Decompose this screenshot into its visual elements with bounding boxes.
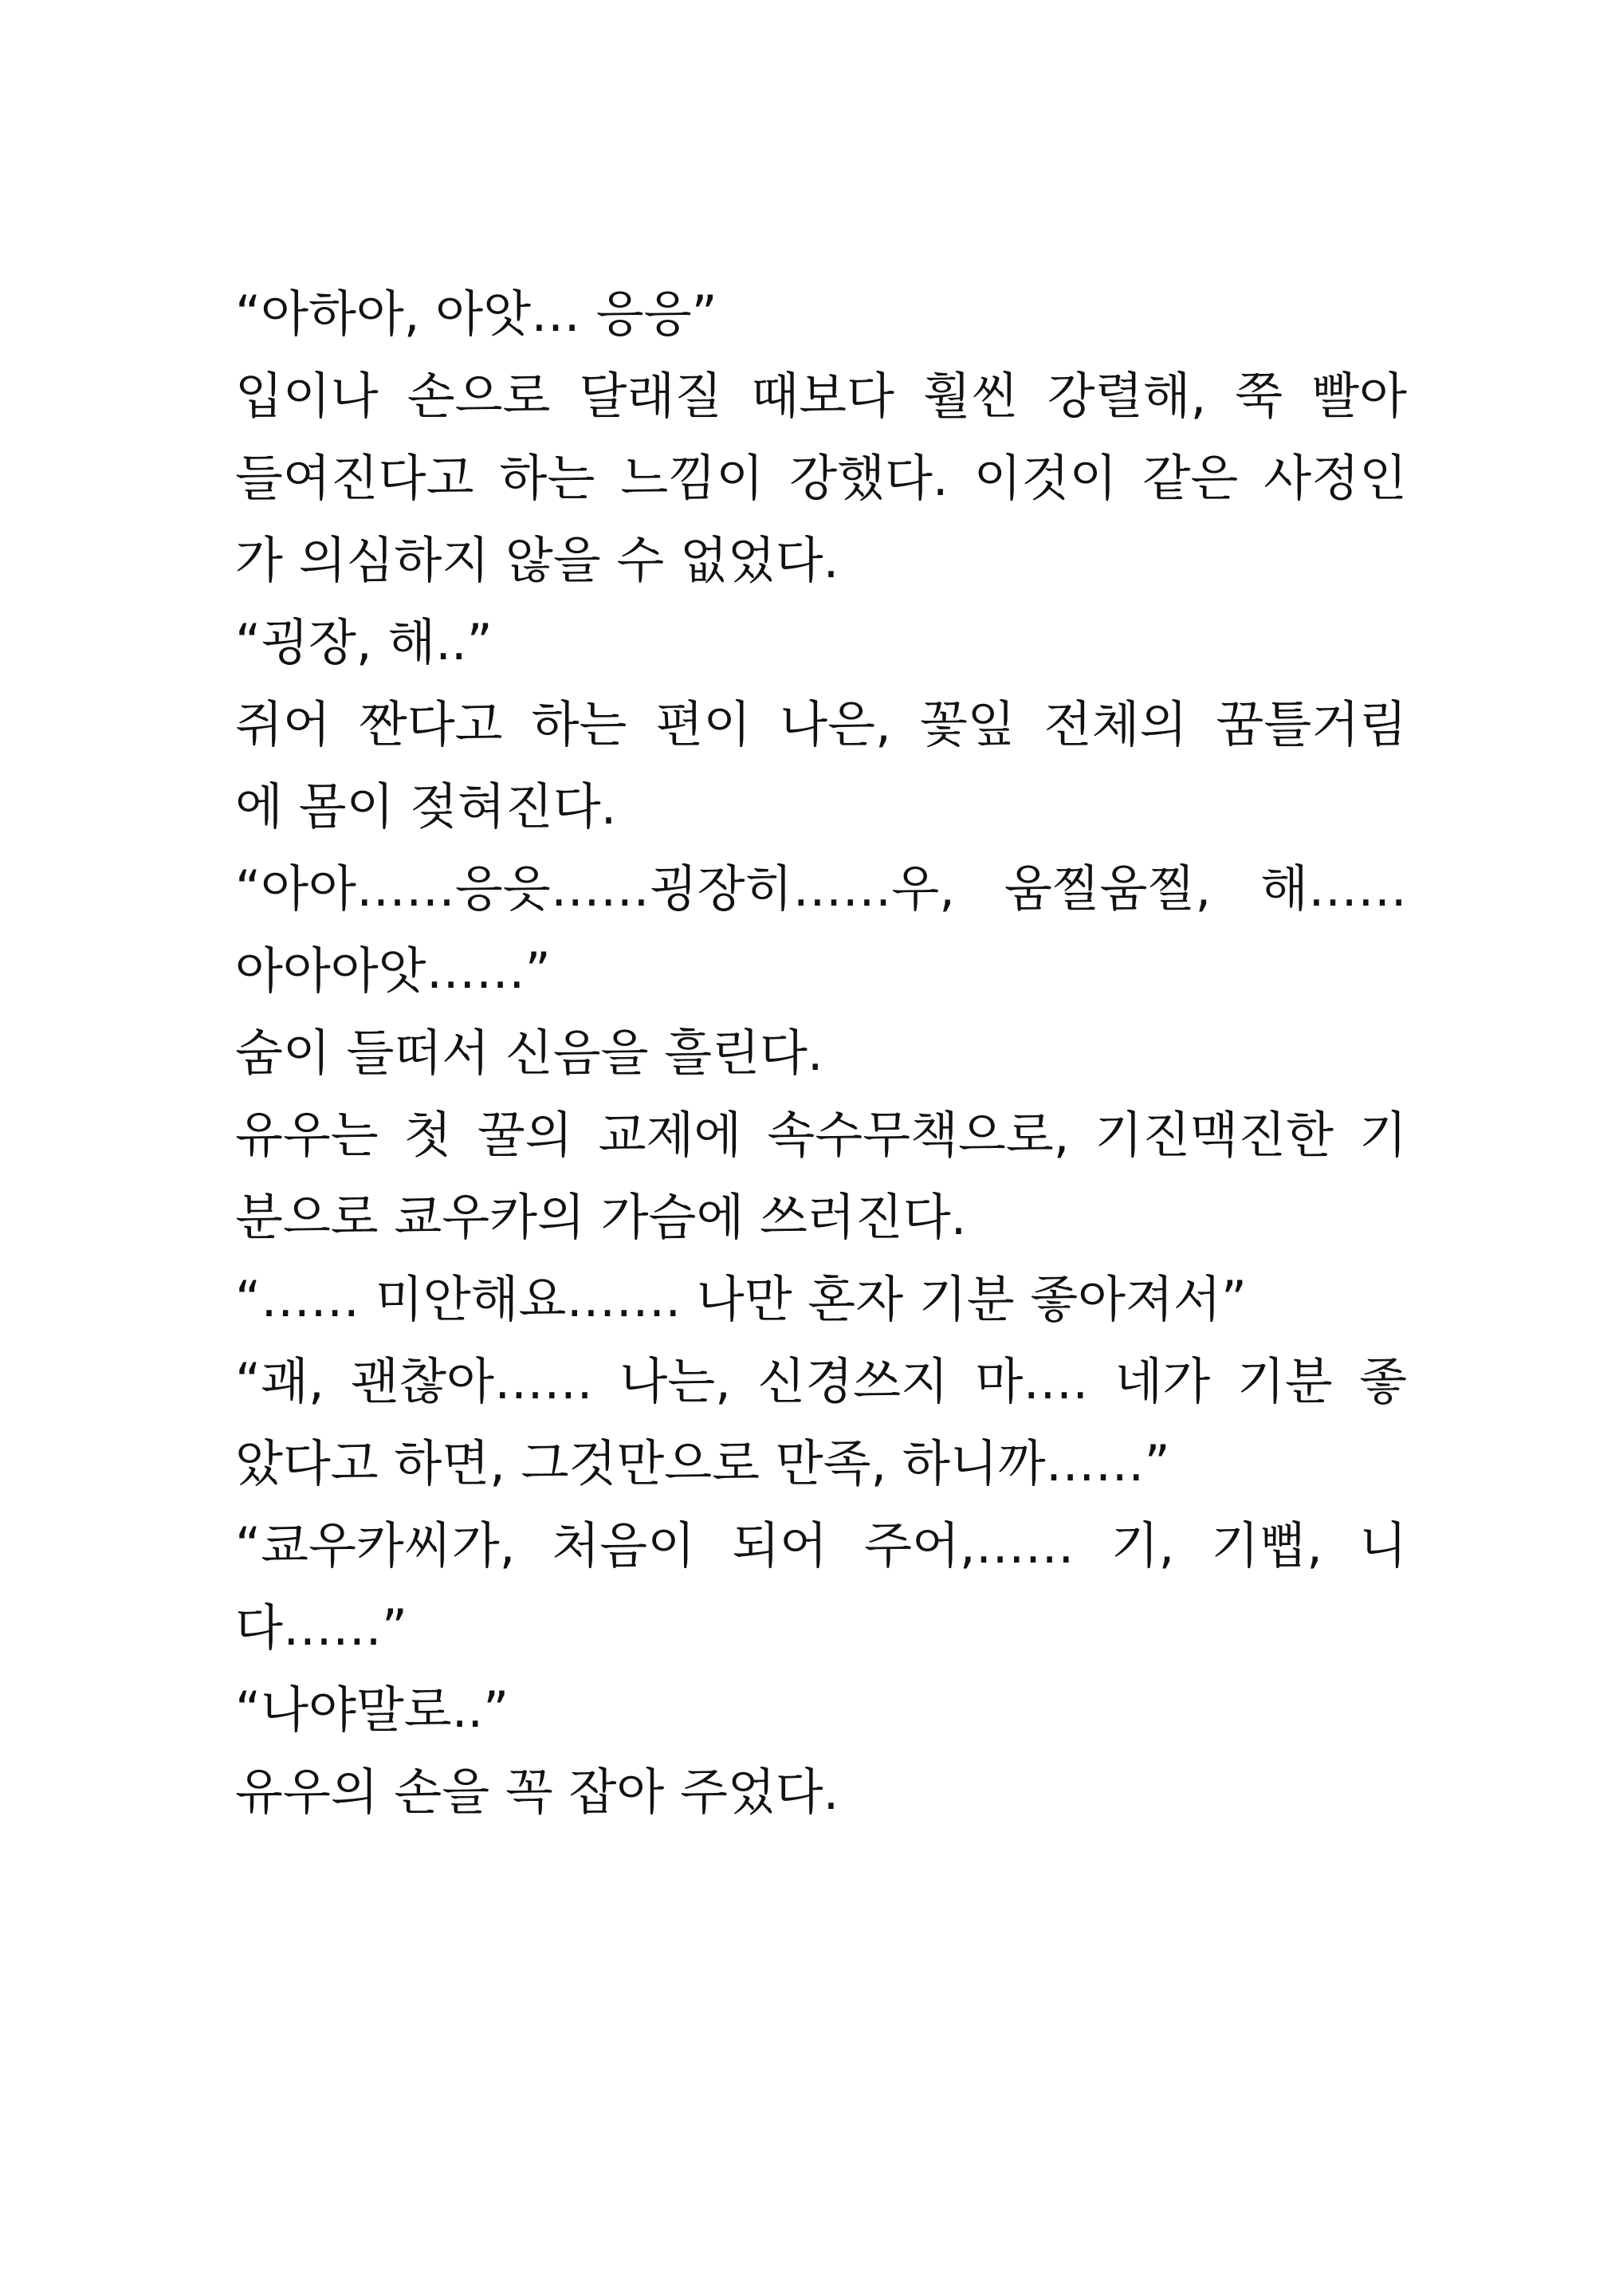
text-line: 숨이 들떠서 신음을 흘린다. xyxy=(235,1024,823,1082)
text-line: “아아……응읏……굉장히……우, 움찔움찔, 해…… xyxy=(235,859,1407,918)
text-line: 분으로 쿄우카의 가슴에 쓰러진다. xyxy=(235,1188,967,1246)
text-line: “…… 미안해요……. 나만 혼자 기분 좋아져서” xyxy=(235,1270,1247,1328)
text-line: “굉장, 해..” xyxy=(235,613,493,671)
text-line: 입이나 손으로 달래질 때보다 훨씬 강렬해, 쭉 빨아 xyxy=(235,367,1407,425)
text-line: “쿄우카씨가, 처음이 되어 주어,…… 기, 기뻡, 니 xyxy=(235,1516,1407,1575)
text-line: 다……” xyxy=(235,1598,408,1657)
text-line: 유우는 첫 꿀의 교제에 속수무책으로, 기진맥진한 기 xyxy=(235,1106,1407,1164)
text-line: 았다고 하면, 그것만으로 만족, 하니까……” xyxy=(235,1434,1170,1492)
text-line: 가 의심하지 않을 수 없었다. xyxy=(235,531,839,589)
body-text xyxy=(235,273,1407,1833)
text-line: “아하아, 아앗… 응응” xyxy=(235,285,717,343)
text-line: 에 몸이 젖혀진다. xyxy=(235,777,617,835)
text-line: 쥐어 짠다고 하는 편이 나은, 꽃잎 전체의 꿈틀거림 xyxy=(235,695,1407,753)
text-line: 아아아앗……” xyxy=(235,942,551,1000)
text-line: 유우의 손을 꼭 잡아 주었다. xyxy=(235,1763,839,1821)
text-line: 들여진다고 하는 느낌이 강했다. 이것이 같은 사정인 xyxy=(235,449,1407,507)
text-line: “괘, 괜찮아…… 나는, 신경쓰지 마…. 네가 기분 좋 xyxy=(235,1352,1407,1410)
text-line: “나야말로..” xyxy=(235,1681,509,1739)
